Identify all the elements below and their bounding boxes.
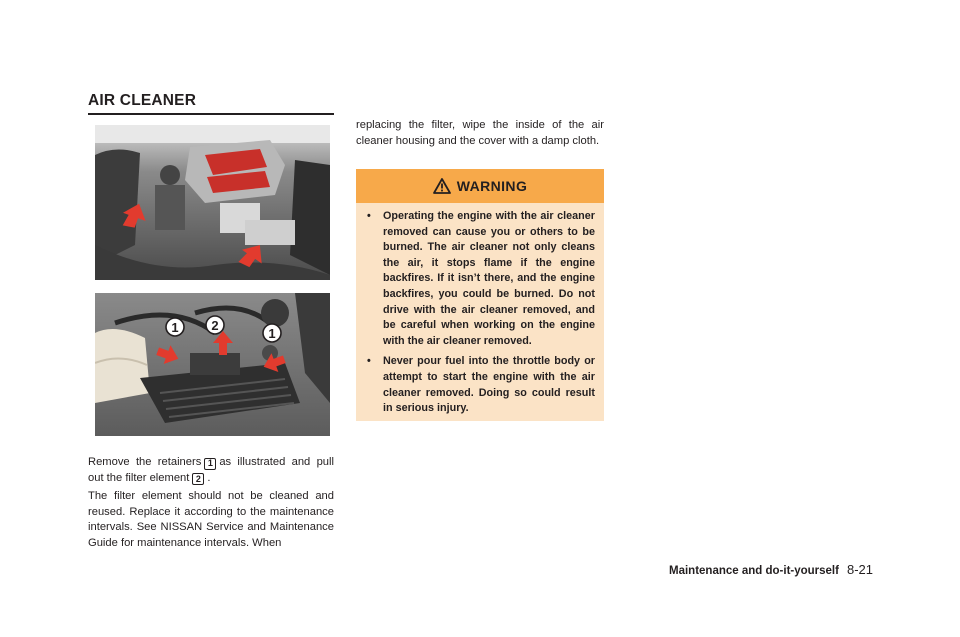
svg-text:1: 1 <box>268 326 276 341</box>
warning-item: • Operating the engine with the air cleaner removed can cause you or others to be burned. The air cleaner not only cleans the air, it stops flame if the engine backfires. If it isn’t there, and the engine backfires, you could be burned. Do not drive with the air cleaner removed, and be careful when working on the engine with the air cleaner removed. <box>367 210 595 347</box>
page-number: 8-21 <box>846 562 873 577</box>
warning-list <box>356 209 604 417</box>
title-rule <box>88 113 334 115</box>
warning-box <box>356 169 604 421</box>
retainer-callout-ref: 1 <box>204 458 216 470</box>
warning-title: WARNING <box>456 178 528 194</box>
warning-item: • Never pour fuel into the throttle body or attempt to start the engine with the air cleaner removed. Doing so could result in serious injury. <box>367 355 595 415</box>
engine-bay-photo <box>95 125 330 280</box>
svg-text:1: 1 <box>171 320 179 335</box>
air-cleaner-closeup-photo <box>95 293 330 436</box>
callout-1-left <box>166 318 184 336</box>
page-footer <box>669 562 873 577</box>
callout-1-right <box>263 324 281 342</box>
warning-triangle-icon <box>433 178 451 194</box>
callout-2 <box>206 316 224 334</box>
instruction-paragraph: Remove the retainers 1 as illustrated and pull out the filter element 2 . <box>88 456 334 484</box>
section-title: AIR CLEANER <box>88 92 197 109</box>
svg-text:2: 2 <box>211 318 219 333</box>
continuation-paragraph: replacing the filter, wipe the inside of the air cleaner housing and the cover with a damp cloth. <box>356 119 604 147</box>
footer-section-name: Maintenance and do-it-yourself <box>669 565 839 577</box>
maintenance-paragraph: The filter element should not be cleaned and reused. Replace it according to the maintenance intervals. See NISSAN Service and Maintenance Guide for maintenance intervals. When <box>88 490 334 549</box>
filter-callout-ref: 2 <box>192 473 204 485</box>
warning-header <box>356 169 604 203</box>
